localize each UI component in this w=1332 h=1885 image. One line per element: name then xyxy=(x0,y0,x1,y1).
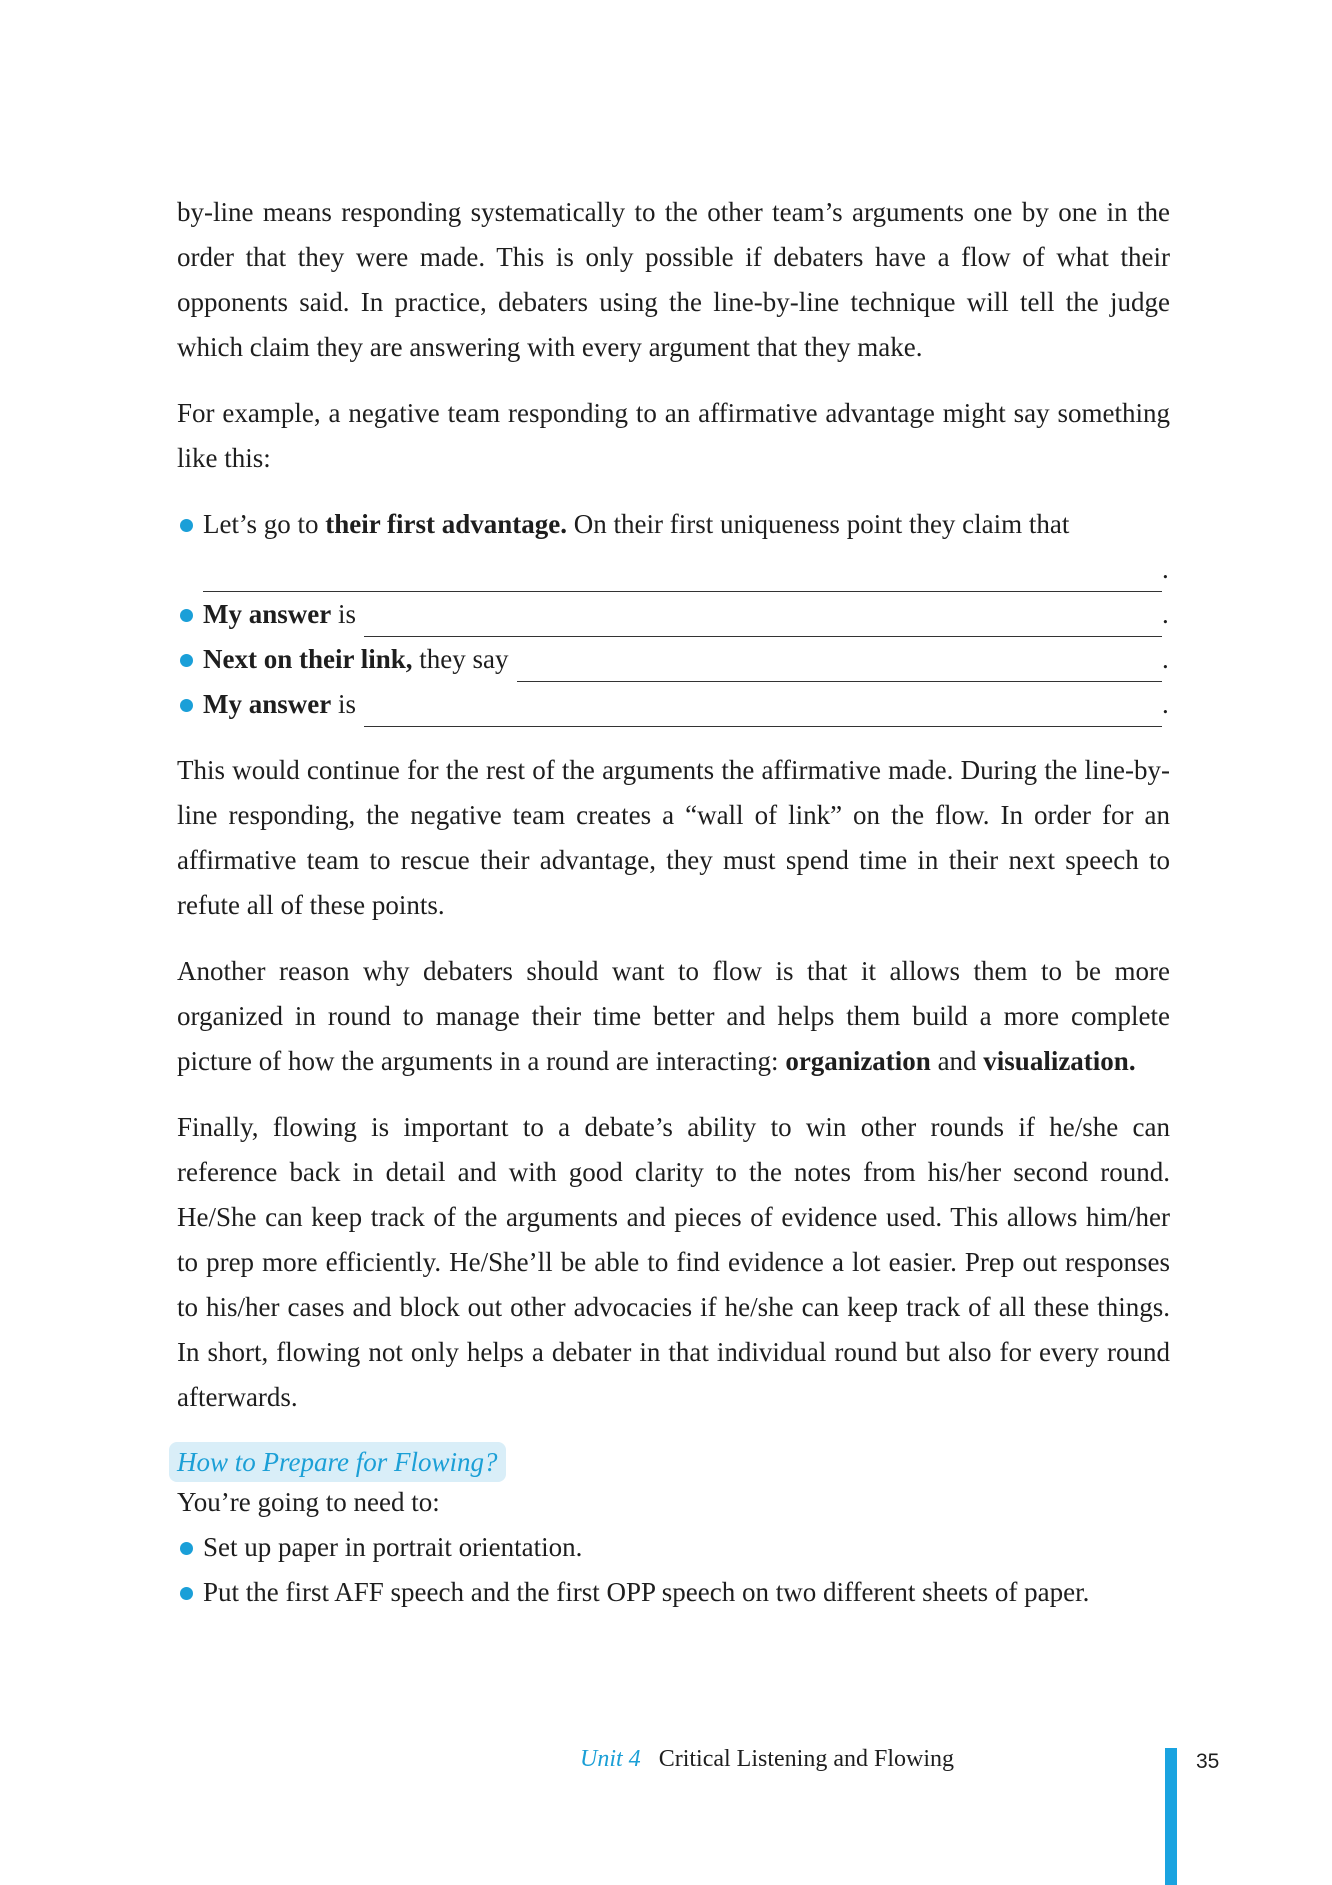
example-bullet-my-answer-1 xyxy=(177,592,1170,637)
section-intro: You’re going to need to: xyxy=(177,1487,440,1517)
bullet-dot-icon xyxy=(180,1542,193,1555)
example-bullet-list xyxy=(177,502,1170,727)
bullet-dot-icon xyxy=(180,699,193,712)
example-bullet-next-link xyxy=(177,637,1170,682)
fill-in-blank xyxy=(364,609,1162,637)
paragraph-line-by-line: by-line means responding systematically to the other team’s arguments one by one in the order that they were made. This is only possible if debaters have a flow of what their opponents said. In practice, debaters using the line-by-line technique will tell the judge which claim they are answering with every argument that they make. xyxy=(177,197,1170,362)
period: . xyxy=(1162,644,1169,674)
bullet-bold-text: Next on their link, xyxy=(203,644,413,674)
period: . xyxy=(1162,599,1169,629)
paragraph-wall-of-link: This would continue for the rest of the arguments the affirmative made. During the line-by-line responding, the negative team creates a “wall of link” on the flow. In order for an affirmative team to rescue their advantage, they must spend time in their next speech to refute all of these points. xyxy=(177,755,1170,920)
fill-in-blank xyxy=(364,699,1162,727)
example-bullet-my-answer-2 xyxy=(177,682,1170,727)
paragraph-finally: Finally, flowing is important to a debate’s ability to win other rounds if he/she can reference back in detail and with good clarity to the notes from his/her second round. He/She can keep track of the arguments and pieces of evidence used. This allows him/her to prep more efficiently. He/She’ll be able to find evidence a lot easier. Prep out responses to his/her cases and block out other advocacies if he/she can keep track of all these things. In short, flowing not only helps a debater in that individual round but also for every round afterwards. xyxy=(177,1112,1170,1412)
period: . xyxy=(1162,554,1169,584)
fill-in-blank xyxy=(517,654,1163,682)
footer-unit-name: Critical Listening and Flowing xyxy=(658,1746,954,1772)
example-blank-line xyxy=(177,547,1170,592)
page-number: 35 xyxy=(1196,1750,1220,1773)
bullet-bold-text: their first advantage. xyxy=(325,509,567,539)
bullet-dot-icon xyxy=(180,609,193,622)
fill-in-blank xyxy=(203,564,1162,592)
bullet-text: is xyxy=(331,599,356,629)
bullet-dot-icon xyxy=(180,1587,193,1600)
section-bullet xyxy=(177,1570,1170,1615)
bullet-text: On their first uniqueness point they claim that xyxy=(566,509,1070,539)
bullet-text: is xyxy=(331,689,356,719)
paragraph-text: Another reason why debaters should want to flow is that it allows them to be more organized in round to manage their time better and helps them build a more complete picture of how the arguments in a round are interacting: xyxy=(177,956,1170,1076)
section-heading: How to Prepare for Flowing? xyxy=(169,1442,506,1482)
footer-accent-bar xyxy=(1165,1748,1177,1885)
section-heading-wrap xyxy=(177,1442,1170,1482)
bullet-bold-text: My answer xyxy=(203,689,332,719)
section-bullet xyxy=(177,1525,1170,1570)
section-bullet-list xyxy=(177,1525,1170,1615)
page-body xyxy=(177,190,1170,1615)
example-bullet-first-advantage xyxy=(177,502,1170,547)
period: . xyxy=(1162,689,1169,719)
paragraph-example-intro: For example, a negative team responding to an affirmative advantage might say something like this: xyxy=(177,398,1170,473)
bullet-text: Let’s go to xyxy=(203,509,326,539)
bullet-text: Set up paper in portrait orientation. xyxy=(203,1532,583,1562)
footer-unit-title xyxy=(580,1746,954,1773)
paragraph-organization xyxy=(177,949,1170,1084)
paragraph-text: and xyxy=(930,1046,984,1076)
bullet-text: they say xyxy=(412,644,509,674)
bullet-dot-icon xyxy=(180,519,193,532)
bullet-bold-text: My answer xyxy=(203,599,332,629)
footer-unit-label: Unit 4 xyxy=(580,1746,641,1772)
bullet-text: Put the first AFF speech and the first OPP speech on two different sheets of paper. xyxy=(203,1577,1090,1607)
bold-term-organization: organization xyxy=(785,1046,931,1076)
bold-term-visualization: visualization. xyxy=(983,1046,1136,1076)
bullet-dot-icon xyxy=(180,654,193,667)
